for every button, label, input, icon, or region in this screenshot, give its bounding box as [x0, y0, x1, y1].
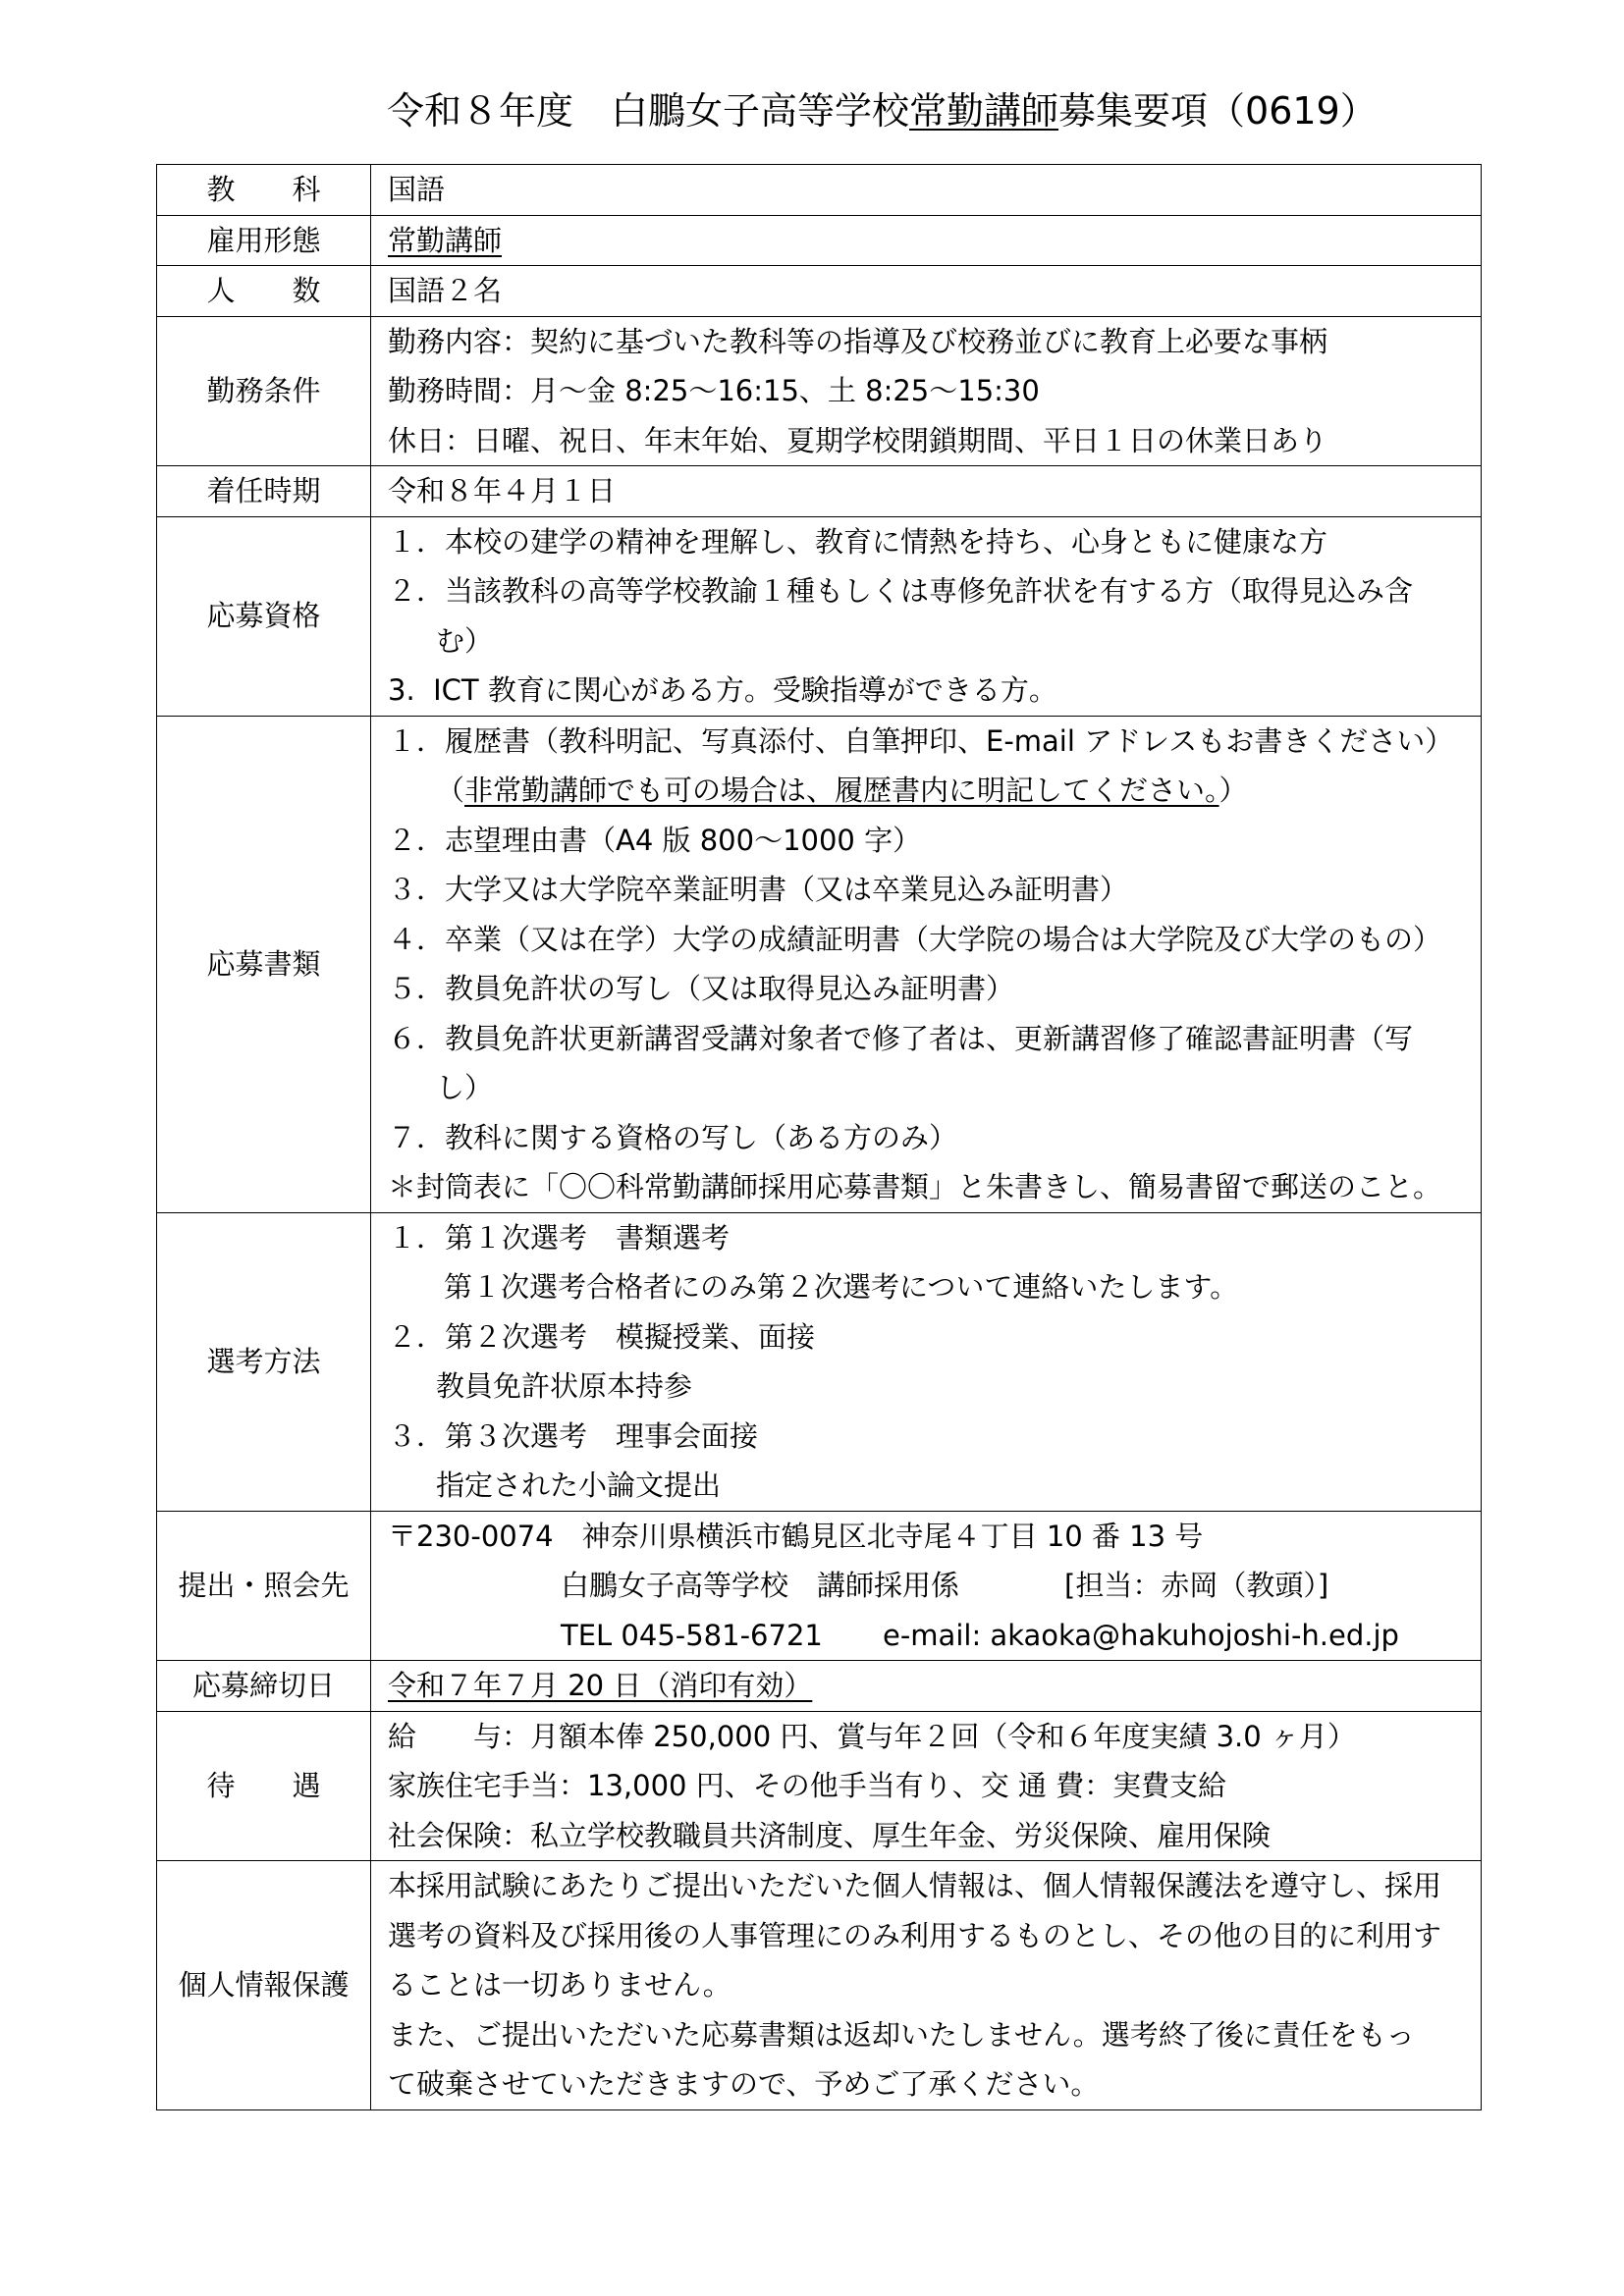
contact-office-line [388, 1561, 1481, 1611]
document-item-3: ３．大学又は大学院卒業証明書（又は卒業見込み証明書） [388, 873, 1129, 906]
document-item-6-continued: し） [436, 1071, 494, 1104]
start-date-label: 着任時期 [157, 466, 371, 517]
row-documents [157, 716, 1482, 1212]
privacy-line-4: また、ご提出いただいた応募書類は返却いたしません。選考終了後に責任をもっ [388, 2017, 1415, 2052]
document-title [387, 86, 1378, 135]
privacy-line-1: 本採用試験にあたりご提出いただいた個人情報は、個人情報保護法を遵守し、採用 [388, 1869, 1442, 1902]
document-item-4: ４．卒業（又は在学）大学の成績証明書（大学院の場合は大学院及び大学のもの） [388, 922, 1442, 956]
contact-value-cell [371, 1511, 1482, 1661]
title-prefix: 令和８年度 白鵬女子高等学校 [387, 89, 910, 133]
qualifications-value-cell [371, 516, 1482, 716]
row-work-conditions [157, 316, 1482, 466]
row-benefits [157, 1711, 1482, 1861]
qualifications-label: 応募資格 [157, 516, 371, 716]
deadline-line [388, 1661, 1481, 1711]
contact-person: [担当：赤岡（教頭）] [1064, 1569, 1329, 1602]
document-item-1-note [388, 766, 1481, 816]
deadline-value: 令和７年７月 20 日（消印有効） [388, 1669, 813, 1702]
selection-stage-3-note: 指定された小論文提出 [436, 1468, 722, 1502]
subject-value: 国語 [388, 173, 446, 206]
selection-stage-2: ２．第２次選考 模擬授業、面接 [388, 1319, 816, 1354]
privacy-line-5: て破棄させていただきますので、予めご了承ください。 [388, 2067, 1100, 2101]
selection-value-cell [371, 1212, 1482, 1511]
row-headcount [157, 266, 1482, 317]
document-item-7: ７．教科に関する資格の写し（ある方のみ） [388, 1120, 958, 1154]
row-employment-type [157, 215, 1482, 266]
selection-stage-3: ３．第３次選考 理事会面接 [388, 1418, 759, 1453]
deadline-value-cell [371, 1661, 1482, 1712]
contact-phone: TEL 045-581-6721 [561, 1618, 823, 1652]
note-close-paren: ） [1218, 774, 1248, 807]
headcount-value-cell [371, 266, 1482, 317]
qualification-item-1: １．本校の建学の精神を理解し、教育に情熱を持ち、心身ともに健康な方 [388, 524, 1328, 559]
row-selection [157, 1212, 1482, 1511]
insurance-line: 社会保険：私立学校教職員共済制度、厚生年金、労災保険、雇用保険 [388, 1818, 1272, 1852]
selection-stage-1-note: 第１次選考合格者にのみ第２次選考について連絡いたします。 [444, 1270, 1239, 1304]
contact-email: e-mail: akaoka@hakuhojoshi-h.ed.jp [883, 1618, 1399, 1652]
row-subject [157, 165, 1482, 216]
subject-label: 教 科 [157, 165, 371, 216]
employment-type-value: 常勤講師 [388, 223, 503, 257]
documents-value-cell [371, 716, 1482, 1212]
document-item-6: ６．教員免許状更新講習受講対象者で修了者は、更新講習修了確認書証明書（写 [388, 1021, 1414, 1055]
employment-type-value-cell [371, 215, 1482, 266]
subject-value-cell [371, 165, 1482, 216]
holidays-line: 休日：日曜、祝日、年末年始、夏期学校閉鎖期間、平日１日の休業日あり [388, 423, 1328, 457]
employment-type-label: 雇用形態 [157, 215, 371, 266]
selection-label: 選考方法 [157, 1212, 371, 1511]
title-suffix: 募集要項（0619） [1058, 89, 1378, 133]
work-content-line: 勤務内容：契約に基づいた教科等の指導及び校務並びに教育上必要な事柄 [388, 324, 1328, 358]
privacy-label: 個人情報保護 [157, 1861, 371, 2110]
row-start-date [157, 466, 1482, 517]
benefits-label: 待 遇 [157, 1711, 371, 1861]
row-qualifications [157, 516, 1482, 716]
qualification-item-2: ２．当該教科の高等学校教諭１種もしくは専修免許状を有する方（取得見込み含 [388, 574, 1414, 608]
document-item-1: １．履歴書（教科明記、写真添付、自筆押印、E-mail アドレスもお書きください） [388, 723, 1454, 758]
title-underlined-text: 常勤講師 [909, 89, 1059, 133]
selection-stage-1: １．第１次選考 書類選考 [388, 1220, 731, 1255]
qualification-item-2-continued: む） [436, 623, 494, 658]
row-deadline [157, 1661, 1482, 1712]
start-date-value: 令和８年４月１日 [388, 474, 617, 507]
contact-address: 〒230-0074 神奈川県横浜市鶴見区北寺尾４丁目 10 番 13 号 [388, 1519, 1204, 1553]
employment-type-line [388, 216, 1481, 266]
row-contact [157, 1511, 1482, 1661]
salary-line: 給 与：月額本俸 250,000 円、賞与年２回（令和６年度実績 3.0 ヶ月） [388, 1719, 1356, 1753]
qualification-item-3: 3. ICT 教育に関心がある方。受験指導ができる方。 [388, 673, 1057, 707]
headcount-label: 人 数 [157, 266, 371, 317]
note-underlined-text: 非常勤講師でも可の場合は、履歴書内に明記してください。 [464, 774, 1219, 807]
privacy-value-cell [371, 1861, 1482, 2110]
work-conditions-label: 勤務条件 [157, 316, 371, 466]
documents-label: 応募書類 [157, 716, 371, 1212]
row-privacy [157, 1861, 1482, 2110]
work-hours-line: 勤務時間：月～金 8:25～16:15、土 8:25～15:30 [388, 374, 1040, 407]
envelope-instruction: ＊封筒表に「〇〇科常勤講師採用応募書類」と朱書きし、簡易書留で郵送のこと。 [388, 1170, 1442, 1203]
recruitment-table [156, 164, 1482, 2110]
contact-label: 提出・照会先 [157, 1511, 371, 1661]
note-open-paren: （ [436, 774, 465, 807]
document-item-5: ５．教員免許状の写し（又は取得見込み証明書） [388, 972, 1015, 1005]
benefits-value-cell [371, 1711, 1482, 1861]
deadline-label: 応募締切日 [157, 1661, 371, 1712]
document-item-2: ２．志望理由書（A4 版 800～1000 字） [388, 823, 922, 857]
contact-phone-email-line [388, 1611, 1481, 1661]
selection-stage-2-note: 教員免許状原本持参 [436, 1369, 693, 1403]
headcount-value: 国語２名 [388, 274, 503, 307]
privacy-line-2: 選考の資料及び採用後の人事管理にのみ利用するものとし、その他の目的に利用す [388, 1918, 1442, 1952]
contact-office: 白鵬女子高等学校 講師採用係 [561, 1569, 960, 1602]
privacy-line-3: ることは一切ありません。 [388, 1968, 731, 2002]
work-conditions-value-cell [371, 316, 1482, 466]
allowances-line: 家族住宅手当：13,000 円、その他手当有り、交 通 費：実費支給 [388, 1769, 1227, 1802]
start-date-value-cell [371, 466, 1482, 517]
